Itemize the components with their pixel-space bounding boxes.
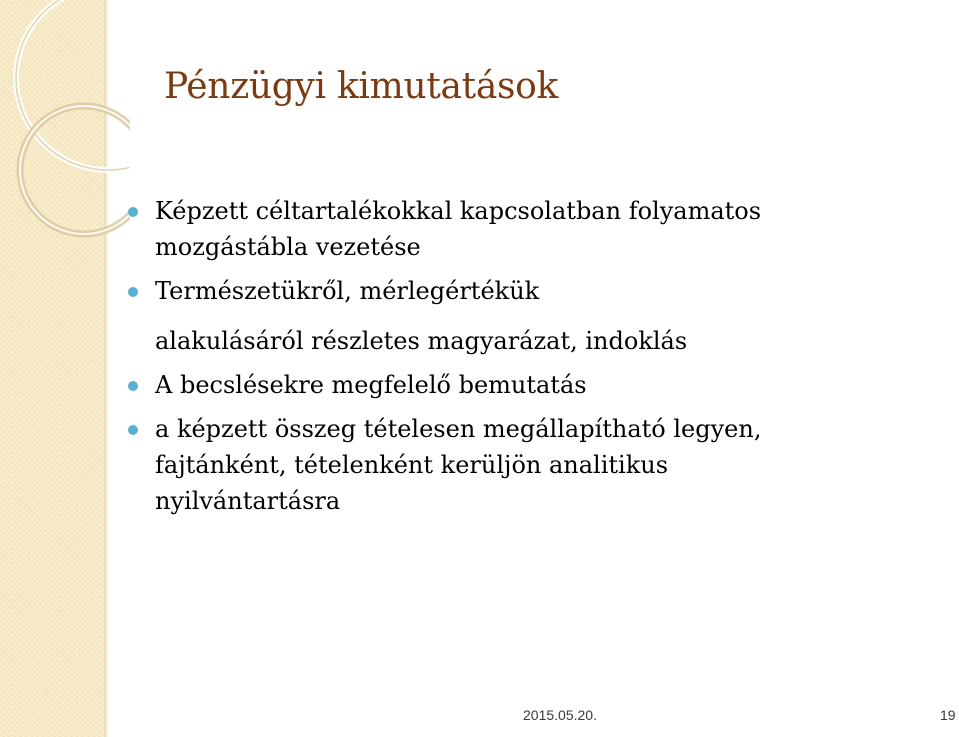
bullet-text-line: mozgástábla vezetése: [155, 233, 421, 261]
bullet-text-line: a képzett összeg tételesen megállapítható legyen,: [155, 415, 762, 443]
decorative-rings-icon: [0, 0, 130, 260]
bullet-dot-icon: [128, 425, 138, 435]
bullet-item: [128, 273, 928, 359]
bullet-text-line: nyilvántartásra: [155, 487, 341, 515]
bullet-item: [128, 367, 928, 403]
bullet-dot-icon: [128, 287, 138, 297]
bullet-item: [128, 411, 928, 519]
bullet-text-line: Természetükről, mérlegértékük: [155, 277, 540, 305]
footer-date: 2015.05.20.: [523, 707, 597, 723]
bullet-text-line: fajtánként, tételenként kerüljön analitikus: [155, 451, 669, 479]
page-number: 19: [940, 707, 956, 723]
bullet-item: [128, 193, 928, 265]
bullet-text-line: A becslésekre megfelelő bemutatás: [155, 371, 587, 399]
bullet-text-line: Képzett céltartalékokkal kapcsolatban folyamatos: [155, 197, 762, 225]
bullet-list: [128, 193, 928, 527]
bullet-dot-icon: [128, 207, 138, 217]
bullet-text-line: alakulásáról részletes magyarázat, indoklás: [155, 327, 688, 355]
slide-title: Pénzügyi kimutatások: [164, 66, 559, 107]
bullet-dot-icon: [128, 381, 138, 391]
